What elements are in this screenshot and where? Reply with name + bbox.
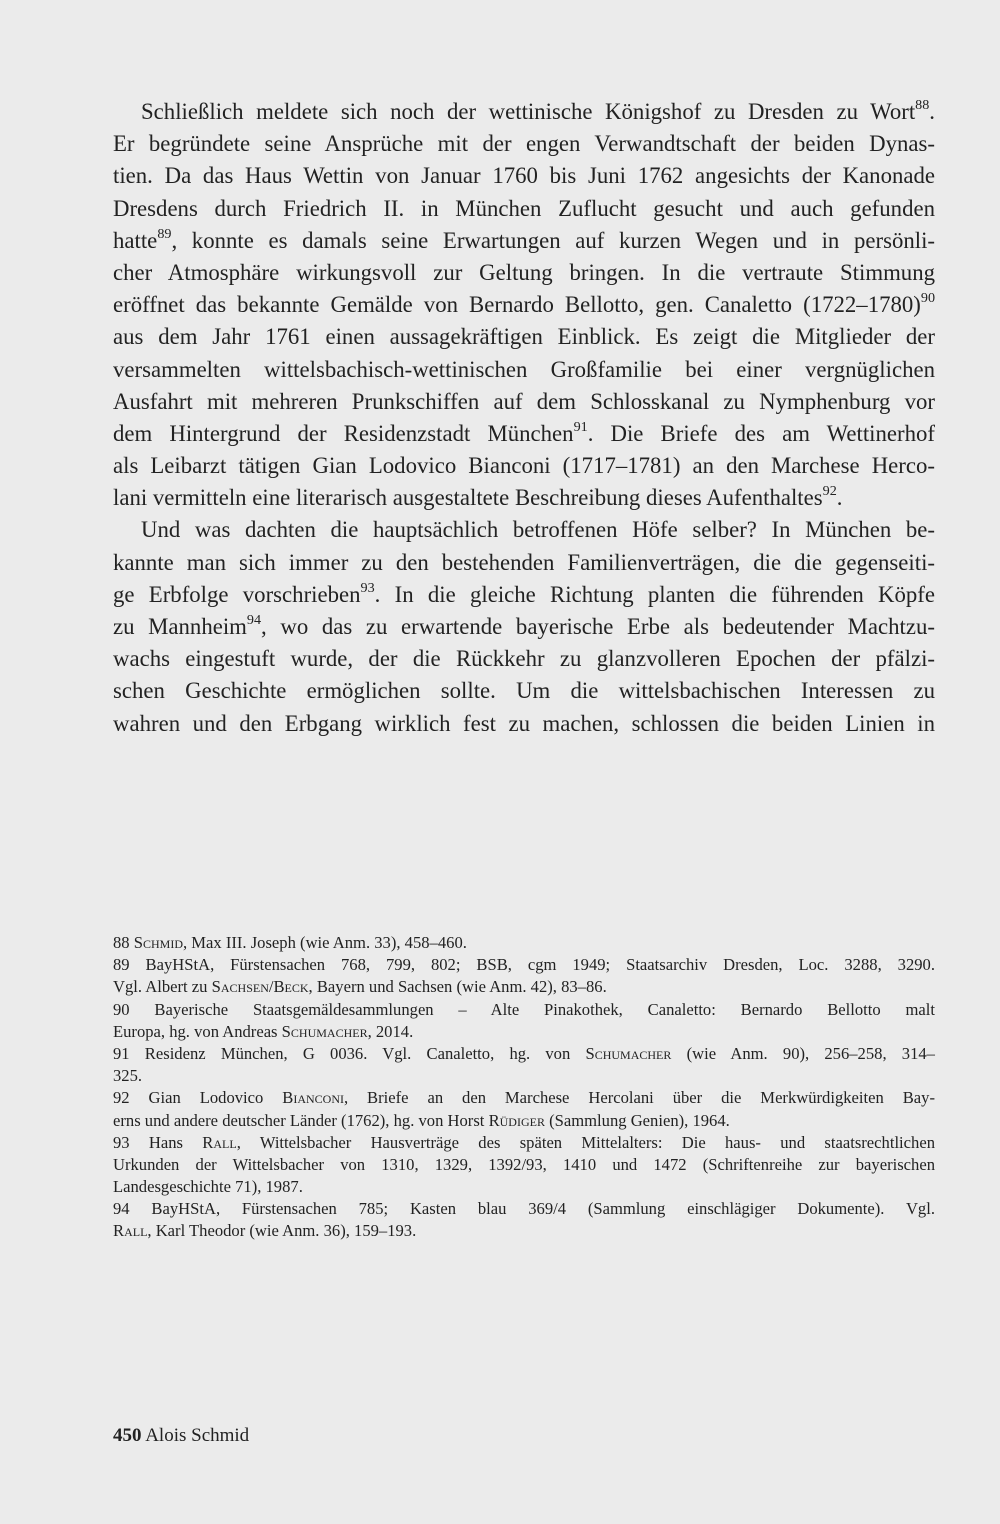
footnote-90-cont: Europa, hg. von Andreas Schumacher, 2014. [113, 1021, 414, 1041]
text-line: ge Erbfolge vorschrieben$^{93}$. In die gleiche Richtung planten die führenden Köpfe [113, 579, 935, 607]
footnote-ref[interactable]: 89 [157, 225, 172, 242]
text-line: Und was dachten die hauptsächlich betroffenen Höfe selber? In München be- [141, 517, 935, 543]
footnote-ref[interactable]: 93 [360, 579, 375, 596]
footnote-90: 90 Bayerische Staatsgemäldesammlungen – Alte Pinakothek, Canaletto: Bernardo Bellotto malt [113, 999, 935, 1019]
footnote-93-cont: Urkunden der Wittelsbacher von 1310, 1329, 1392/93, 1410 und 1472 (Schriftenreihe zur bayerischen [113, 1154, 935, 1174]
text-line: Schließlich meldete sich noch der wettinische Königshof zu Dresden zu Wort$^{88}$. [141, 97, 935, 124]
page-number: 450 [113, 1425, 142, 1446]
main-text [113, 96, 935, 740]
footnote-ref[interactable]: 90 [920, 290, 935, 307]
footnote-93-cont: Landesgeschichte 71), 1987. [113, 1177, 303, 1197]
text-line: Dresdens durch Friedrich II. in München Zuflucht gesucht und auch gefunden [113, 195, 935, 221]
text-line: aus dem Jahr 1761 einen aussagekräftigen Einblick. Es zeigt die Mitglieder der [113, 324, 935, 350]
text-line: lani vermitteln eine literarisch ausgestaltete Beschreibung dieses Aufenthaltes$^{92}$. [113, 483, 843, 511]
text-line: tien. Da das Haus Wettin von Januar 1760 bis Juni 1762 angesichts der Kanonade [113, 163, 935, 189]
text-line: dem Hintergrund der Residenzstadt München$^{91}$. Die Briefe des am Wettinerhof [113, 418, 935, 446]
text-line: Er begründete seine Ansprüche mit der engen Verwandtschaft der beiden Dynas- [113, 131, 935, 157]
text-line: wahren und den Erbgang wirklich fest zu machen, schlossen die beiden Linien in [113, 710, 935, 736]
page-footer [113, 1424, 249, 1448]
text-line: Ausfahrt mit mehreren Prunkschiffen auf dem Schlosskanal zu Nymphenburg vor [113, 388, 935, 414]
footnote-ref[interactable]: 88 [915, 97, 930, 114]
text-line: schen Geschichte ermöglichen sollte. Um die wittelsbachischen Interessen zu [113, 678, 935, 704]
text-line: als Leibarzt tätigen Gian Lodovico Bianconi (1717–1781) an den Marchese Herco- [113, 453, 935, 479]
footnote-88: 88 Schmid, Max III. Joseph (wie Anm. 33), 458–460. [113, 933, 467, 952]
text-line: kannte man sich immer zu den bestehenden Familienverträgen, die die gegenseiti- [113, 549, 935, 575]
footnote-94-cont: Rall, Karl Theodor (wie Anm. 36), 159–193. [113, 1221, 417, 1241]
text-line: hatte$^{89}$, konnte es damals seine Erwartungen auf kurzen Wegen und in persönli- [113, 225, 935, 253]
running-author: Alois Schmid [145, 1425, 250, 1446]
text-line: wachs eingestuft wurde, der die Rückkehr zu glanzvolleren Epochen der pfälzi- [113, 646, 935, 672]
footnote-94: 94 BayHStA, Fürstensachen 785; Kasten blau 369/4 (Sammlung einschlägiger Dokumente). Vgl. [113, 1199, 935, 1219]
text-line: versammelten wittelsbachisch-wettinischen Großfamilie bei einer vergnüglichen [113, 356, 935, 382]
footnote-92: 92 Gian Lodovico Bianconi, Briefe an den Marchese Hercolani über die Merkwürdigkeiten Bay- [113, 1088, 935, 1108]
footnote-91-cont: 325. [113, 1066, 143, 1086]
footnotes [113, 932, 935, 1243]
text-line: eröffnet das bekannte Gemälde von Bernardo Bellotto, gen. Canaletto (1722–1780)$^{90}$ [113, 290, 935, 318]
text-line: cher Atmosphäre wirkungsvoll zur Geltung bringen. In die vertraute Stimmung [113, 259, 935, 285]
footnote-92-cont: erns und andere deutscher Länder (1762), hg. von Horst Rüdiger (Sammlung Genien), 1964. [113, 1110, 730, 1130]
footnote-89: 89 BayHStA, Fürstensachen 768, 799, 802; BSB, cgm 1949; Staatsarchiv Dresden, Loc. 3288, 3290. [113, 955, 935, 975]
footnote-91: 91 Residenz München, G 0036. Vgl. Canaletto, hg. von Schumacher (wie Anm. 90), 256–258, 314– [113, 1043, 935, 1063]
footnote-89-cont: Vgl. Albert zu Sachsen/Beck, Bayern und Sachsen (wie Anm. 42), 83–86. [113, 977, 607, 997]
footnote-ref[interactable]: 94 [246, 612, 262, 629]
text-line: zu Mannheim$^{94}$, wo das zu erwartende bayerische Erbe als bedeutender Machtzu- [113, 612, 935, 639]
footnote-ref[interactable]: 91 [573, 418, 588, 435]
footnote-ref[interactable]: 92 [822, 483, 837, 500]
footnote-93: 93 Hans Rall, Wittelsbacher Hausverträge des späten Mittelalters: Die haus- und staatsrechtlichen [113, 1132, 935, 1152]
